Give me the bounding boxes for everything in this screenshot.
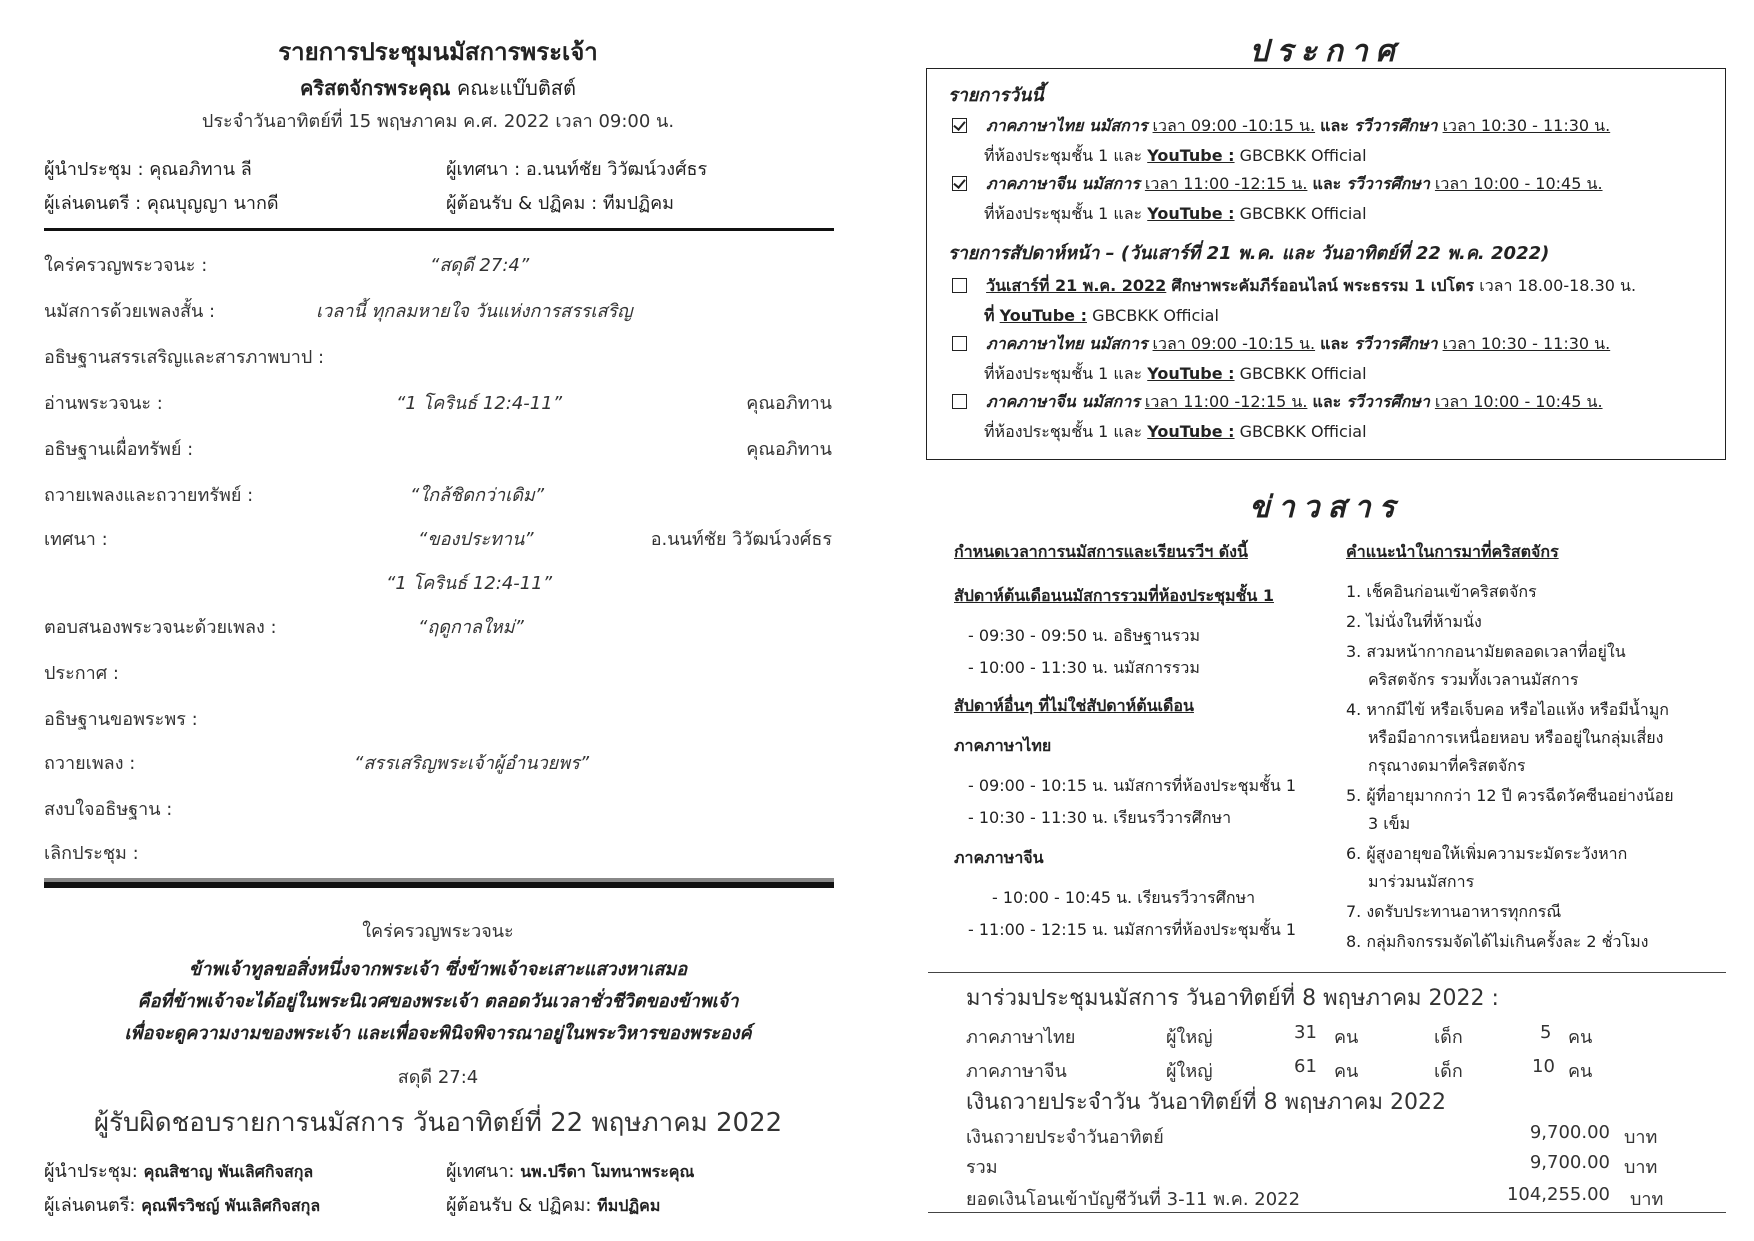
attendance-child-count: 10 xyxy=(1532,1056,1555,1077)
next-sat-line2 xyxy=(984,304,1219,329)
today-thai-room: ที่ห้องประชุมชั้น 1 และ xyxy=(984,146,1143,165)
next-thai-time2: เวลา 10:30 - 11:30 น. xyxy=(1442,334,1611,353)
offering-amount: 9,700.00 xyxy=(1529,1152,1610,1173)
next-sat-title: ศึกษาพระคัมภีร์ออนไลน์ พระธรรม 1 เปโตร xyxy=(1171,276,1475,295)
attendance-title: มาร่วมประชุมนมัสการ วันอาทิตย์ที่ 8 พฤษภาคม 2022 : xyxy=(966,986,1499,1011)
order-label-5: อธิษฐานเผื่อทรัพย์ : xyxy=(44,439,194,460)
staff-preacher: ผู้เทศนา : อ.นนท์ชัย วิวัฒน์วงศ์ธร xyxy=(446,159,708,180)
next-thai-label: ภาคภาษาไทย นมัสการ xyxy=(986,334,1148,353)
order-label-12: ถวายเพลง : xyxy=(44,753,136,774)
next-thai-sunday: รวีวารศึกษา xyxy=(1353,334,1438,353)
next-musician-name: คุณพีรวิชญ์ พันเลิศกิจสกุล xyxy=(141,1196,321,1215)
attendance-group-thai: ภาคภาษาไทย xyxy=(966,1027,1076,1048)
offering-amount: 104,255.00 xyxy=(1506,1184,1610,1205)
next-sat-item xyxy=(952,274,1636,299)
next-leader-label: ผู้นำประชุม: xyxy=(44,1161,138,1182)
next-sat-time: เวลา 18.00-18.30 น. xyxy=(1479,276,1637,295)
staff-musician: ผู้เล่นดนตรี : คุณบุญญา นากดี xyxy=(44,193,279,214)
next-thai-channel: GBCBKK Official xyxy=(1239,364,1367,383)
staff-leader: ผู้นำประชุม : คุณอภิทาน ลี xyxy=(44,159,252,180)
next-sat-date: วันเสาร์ที่ 21 พ.ค. 2022 xyxy=(986,276,1167,295)
next-chinese-label: ภาคภาษาจีน นมัสการ xyxy=(986,392,1140,411)
chinese-line-2: - 11:00 - 12:15 น. นมัสการที่ห้องประชุมชั้น 1 xyxy=(968,920,1297,939)
thai-line-1: - 09:00 - 10:15 น. นมัสการที่ห้องประชุมชั้น 1 xyxy=(968,776,1297,795)
offering-unit: บาท xyxy=(1630,1189,1664,1210)
guideline-item: 6. ผู้สูงอายุขอให้เพิ่มความระมัดระวังหาก xyxy=(1346,844,1628,863)
order-item-9: “ฤดูกาลใหม่” xyxy=(418,617,524,638)
next-thai-time1: เวลา 09:00 -10:15 น. xyxy=(1152,334,1316,353)
today-thai-youtube: YouTube : xyxy=(1147,146,1235,165)
guideline-item: 3. สวมหน้ากากอนามัยตลอดเวลาที่อยู่ใน xyxy=(1346,642,1626,661)
order-person-4: คุณอภิทาน xyxy=(746,393,832,414)
guideline-item-cont: หรือมีอาการเหนื่อยหอบ หรืออยู่ในกลุ่มเสี่ยง xyxy=(1368,728,1664,747)
attendance-adult-label: ผู้ใหญ่ xyxy=(1166,1061,1213,1082)
thai-section-label: ภาคภาษาไทย xyxy=(954,736,1052,755)
attendance-unit: คน xyxy=(1568,1027,1593,1048)
order-label-2: นมัสการด้วยเพลงสั้น : xyxy=(44,301,216,322)
today-item-chinese xyxy=(952,172,1603,197)
next-item-chinese-line2 xyxy=(984,420,1367,445)
guideline-item-cont: คริสตจักร รวมทั้งเวลานมัสการ xyxy=(1368,670,1579,689)
next-chinese-and: และ xyxy=(1312,392,1342,411)
order-label-3: อธิษฐานสรรเสริญและสารภาพบาป : xyxy=(44,347,325,368)
next-greeter-name: ทีมปฏิคม xyxy=(597,1196,661,1215)
today-thai-channel: GBCBKK Official xyxy=(1239,146,1367,165)
attendance-child-label: เด็ก xyxy=(1434,1027,1463,1048)
next-chinese-room: ที่ห้องประชุมชั้น 1 และ xyxy=(984,422,1143,441)
divider-bottom xyxy=(44,882,834,888)
next-greeter-label: ผู้ต้อนรับ & ปฏิคม: xyxy=(446,1195,592,1216)
today-thai-time1: เวลา 09:00 -10:15 น. xyxy=(1152,116,1316,135)
announce-title: ประกาศ xyxy=(1249,34,1403,69)
order-label-14: เลิกประชุม : xyxy=(44,843,139,864)
next-preacher-name: นพ.ปรีดา โมทนาพระคุณ xyxy=(520,1162,695,1181)
today-item-chinese-line2 xyxy=(984,202,1367,227)
today-item-thai-line2 xyxy=(984,144,1367,169)
guideline-item-cont: กรุณางดมาที่คริสตจักร xyxy=(1368,756,1526,775)
verse-heading: ใคร่ครวญพระวจนะ xyxy=(362,921,514,942)
order-item-1: “สดุดี 27:4” xyxy=(430,255,530,276)
today-heading: รายการวันนี้ xyxy=(948,85,1044,106)
next-preacher xyxy=(446,1156,694,1185)
order-item-2: เวลานี้ ทุกลมหายใจ วันแห่งการสรรเสริญ xyxy=(316,301,633,322)
next-chinese-channel: GBCBKK Official xyxy=(1239,422,1367,441)
next-week-heading: รายการสัปดาห์หน้า – (วันเสาร์ที่ 21 พ.ค. และ วันอาทิตย์ที่ 22 พ.ค. 2022) xyxy=(948,243,1550,264)
order-label-11: อธิษฐานขอพระพร : xyxy=(44,709,198,730)
church-name-rest: คณะแบ๊บติสต์ xyxy=(450,76,576,100)
offering-unit: บาท xyxy=(1624,1127,1658,1148)
order-label-7: เทศนา : xyxy=(44,529,108,550)
today-chinese-time1: เวลา 11:00 -12:15 น. xyxy=(1144,174,1308,193)
schedule-heading: กำหนดเวลาการนมัสการและเรียนรวีฯ ดังนี้ xyxy=(954,542,1248,561)
attendance-unit: คน xyxy=(1334,1027,1359,1048)
today-chinese-label: ภาคภาษาจีน นมัสการ xyxy=(986,174,1140,193)
offering-label: ยอดเงินโอนเข้าบัญชีวันที่ 3-11 พ.ค. 2022 xyxy=(966,1189,1301,1210)
today-chinese-youtube: YouTube : xyxy=(1147,204,1235,223)
next-thai-and: และ xyxy=(1320,334,1349,353)
next-item-chinese xyxy=(952,390,1603,415)
attendance-top-rule xyxy=(928,972,1726,973)
church-name xyxy=(0,72,876,104)
attendance-child-label: เด็ก xyxy=(1434,1061,1463,1082)
order-item-12: “สรรเสริญพระเจ้าผู้อำนวยพร” xyxy=(354,753,590,774)
next-greeter xyxy=(446,1190,660,1219)
guideline-item: 2. ไม่นั่งในที่ห้ามนั่ง xyxy=(1346,612,1482,631)
attendance-child-count: 5 xyxy=(1540,1022,1552,1043)
thai-line-2: - 10:30 - 11:30 น. เรียนรวีวารศึกษา xyxy=(968,808,1232,827)
order-item-7: “ของประทาน” xyxy=(418,529,534,550)
next-leader xyxy=(44,1156,313,1185)
today-chinese-sunday: รวีวารศึกษา xyxy=(1346,174,1430,193)
other-weeks-heading: สัปดาห์อื่นๆ ที่ไม่ใช่สัปดาห์ต้นเดือน xyxy=(954,696,1194,715)
first-week-heading: สัปดาห์ต้นเดือนนมัสการรวมที่ห้องประชุมชั้น 1 xyxy=(954,586,1274,605)
today-item-thai xyxy=(952,114,1610,139)
offering-bottom-rule xyxy=(928,1212,1726,1213)
staff-greeter: ผู้ต้อนรับ & ปฏิคม : ทีมปฏิคม xyxy=(446,193,674,214)
offering-title: เงินถวายประจำวัน วันอาทิตย์ที่ 8 พฤษภาคม 2022 xyxy=(966,1090,1446,1115)
service-date: ประจำวันอาทิตย์ที่ 15 พฤษภาคม ค.ศ. 2022 เวลา 09:00 น. xyxy=(201,111,675,132)
chinese-section-label: ภาคภาษาจีน xyxy=(954,848,1044,867)
today-thai-time2: เวลา 10:30 - 11:30 น. xyxy=(1442,116,1611,135)
checkbox-icon xyxy=(952,336,967,351)
first-week-line-1: - 09:30 - 09:50 น. อธิษฐานรวม xyxy=(968,626,1201,645)
order-label-13: สงบใจอธิษฐาน : xyxy=(44,799,173,820)
next-musician-label: ผู้เล่นดนตรี: xyxy=(44,1195,136,1216)
order-item-4: “1 โครินธ์ 12:4-11” xyxy=(396,393,563,414)
order-label-4: อ่านพระวจนะ : xyxy=(44,393,163,414)
bulletin-title: รายการประชุมนมัสการพระเจ้า xyxy=(278,38,598,66)
checkbox-icon xyxy=(952,394,967,409)
order-label-1: ใคร่ครวญพระวจนะ : xyxy=(44,255,208,276)
next-thai-youtube: YouTube : xyxy=(1147,364,1235,383)
next-musician xyxy=(44,1190,320,1219)
chinese-line-1: - 10:00 - 10:45 น. เรียนรวีวารศึกษา xyxy=(992,888,1256,907)
offering-label: รวม xyxy=(966,1157,998,1178)
verse-line-1: ข้าพเจ้าทูลขอสิ่งหนึ่งจากพระเจ้า ซึ่งข้าพเจ้าจะเสาะแสวงหาเสมอ xyxy=(188,959,688,980)
next-item-thai xyxy=(952,332,1610,357)
order-item-8: “1 โครินธ์ 12:4-11” xyxy=(386,573,553,594)
attendance-adult-count: 61 xyxy=(1294,1056,1317,1077)
checkbox-checked-icon xyxy=(952,176,967,191)
guideline-item: 5. ผู้ที่อายุมากกว่า 12 ปี ควรฉีดวัคซีนอย่างน้อย xyxy=(1346,786,1674,805)
attendance-group-chinese: ภาคภาษาจีน xyxy=(966,1061,1067,1082)
order-person-7: อ.นนท์ชัย วิวัฒน์วงศ์ธร xyxy=(650,529,832,550)
guideline-item: 8. กลุ่มกิจกรรมจัดได้ไม่เกินครั้งละ 2 ชั่วโมง xyxy=(1346,932,1649,951)
next-sat-channel: GBCBKK Official xyxy=(1092,306,1219,325)
offering-amount: 9,700.00 xyxy=(1529,1122,1610,1143)
offering-label: เงินถวายประจำวันอาทิตย์ xyxy=(966,1127,1164,1148)
next-chinese-sunday: รวีวารศึกษา xyxy=(1346,392,1430,411)
next-preacher-label: ผู้เทศนา: xyxy=(446,1161,515,1182)
offering-unit: บาท xyxy=(1624,1157,1658,1178)
today-chinese-and: และ xyxy=(1312,174,1342,193)
order-label-10: ประกาศ : xyxy=(44,663,119,684)
checkbox-checked-icon xyxy=(952,118,967,133)
attendance-adult-count: 31 xyxy=(1294,1022,1317,1043)
next-sat-youtube: YouTube : xyxy=(999,306,1087,325)
order-person-5: คุณอภิทาน xyxy=(746,439,832,460)
next-sat-at: ที่ xyxy=(984,306,995,325)
today-chinese-channel: GBCBKK Official xyxy=(1239,204,1367,223)
next-week-title: ผู้รับผิดชอบรายการนมัสการ วันอาทิตย์ที่ 22 พฤษภาคม 2022 xyxy=(93,1108,783,1138)
divider-top xyxy=(44,228,834,231)
today-thai-sunday: รวีวารศึกษา xyxy=(1353,116,1438,135)
next-chinese-time1: เวลา 11:00 -12:15 น. xyxy=(1144,392,1308,411)
order-item-6: “ใกล้ชิดกว่าเดิม” xyxy=(410,485,545,506)
attendance-unit: คน xyxy=(1334,1061,1359,1082)
attendance-adult-label: ผู้ใหญ่ xyxy=(1166,1027,1213,1048)
guidelines-heading: คำแนะนำในการมาที่คริสตจักร xyxy=(1346,542,1559,561)
next-chinese-youtube: YouTube : xyxy=(1147,422,1235,441)
guideline-item-cont: มาร่วมนมัสการ xyxy=(1368,872,1475,891)
order-label-6: ถวายเพลงและถวายทรัพย์ : xyxy=(44,485,254,506)
today-chinese-time2: เวลา 10:00 - 10:45 น. xyxy=(1434,174,1603,193)
verse-line-3: เพื่อจะดูความงามของพระเจ้า และเพื่อจะพินิจพิจารณาอยู่ในพระวิหารของพระองค์ xyxy=(124,1023,752,1044)
guideline-item: 4. หากมีไข้ หรือเจ็บคอ หรือไอแห้ง หรือมีน้ำมูก xyxy=(1346,700,1669,719)
church-name-bold: คริสตจักรพระคุณ xyxy=(300,76,451,100)
verse-line-2: คือที่ข้าพเจ้าจะได้อยู่ในพระนิเวศของพระเจ้า ตลอดวันเวลาชั่วชีวิตของข้าพเจ้า xyxy=(137,991,739,1012)
attendance-unit: คน xyxy=(1568,1061,1593,1082)
verse-reference: สดุดี 27:4 xyxy=(397,1067,479,1088)
next-item-thai-line2 xyxy=(984,362,1367,387)
next-leader-name: คุณสิชาญ พันเลิศกิจสกุล xyxy=(143,1162,314,1181)
first-week-line-2: - 10:00 - 11:30 น. นมัสการรวม xyxy=(968,658,1200,677)
today-thai-and: และ xyxy=(1320,116,1349,135)
order-label-9: ตอบสนองพระวจนะด้วยเพลง : xyxy=(44,617,277,638)
today-thai-label: ภาคภาษาไทย นมัสการ xyxy=(986,116,1148,135)
checkbox-icon xyxy=(952,278,967,293)
next-thai-room: ที่ห้องประชุมชั้น 1 และ xyxy=(984,364,1143,383)
guideline-item: 7. งดรับประทานอาหารทุกกรณี xyxy=(1346,902,1562,921)
news-title: ข่าวสาร xyxy=(1249,490,1403,525)
guideline-item: 1. เช็คอินก่อนเข้าคริสตจักร xyxy=(1346,582,1537,601)
guideline-item-cont: 3 เข็ม xyxy=(1368,814,1411,833)
next-chinese-time2: เวลา 10:00 - 10:45 น. xyxy=(1434,392,1603,411)
today-chinese-room: ที่ห้องประชุมชั้น 1 และ xyxy=(984,204,1143,223)
